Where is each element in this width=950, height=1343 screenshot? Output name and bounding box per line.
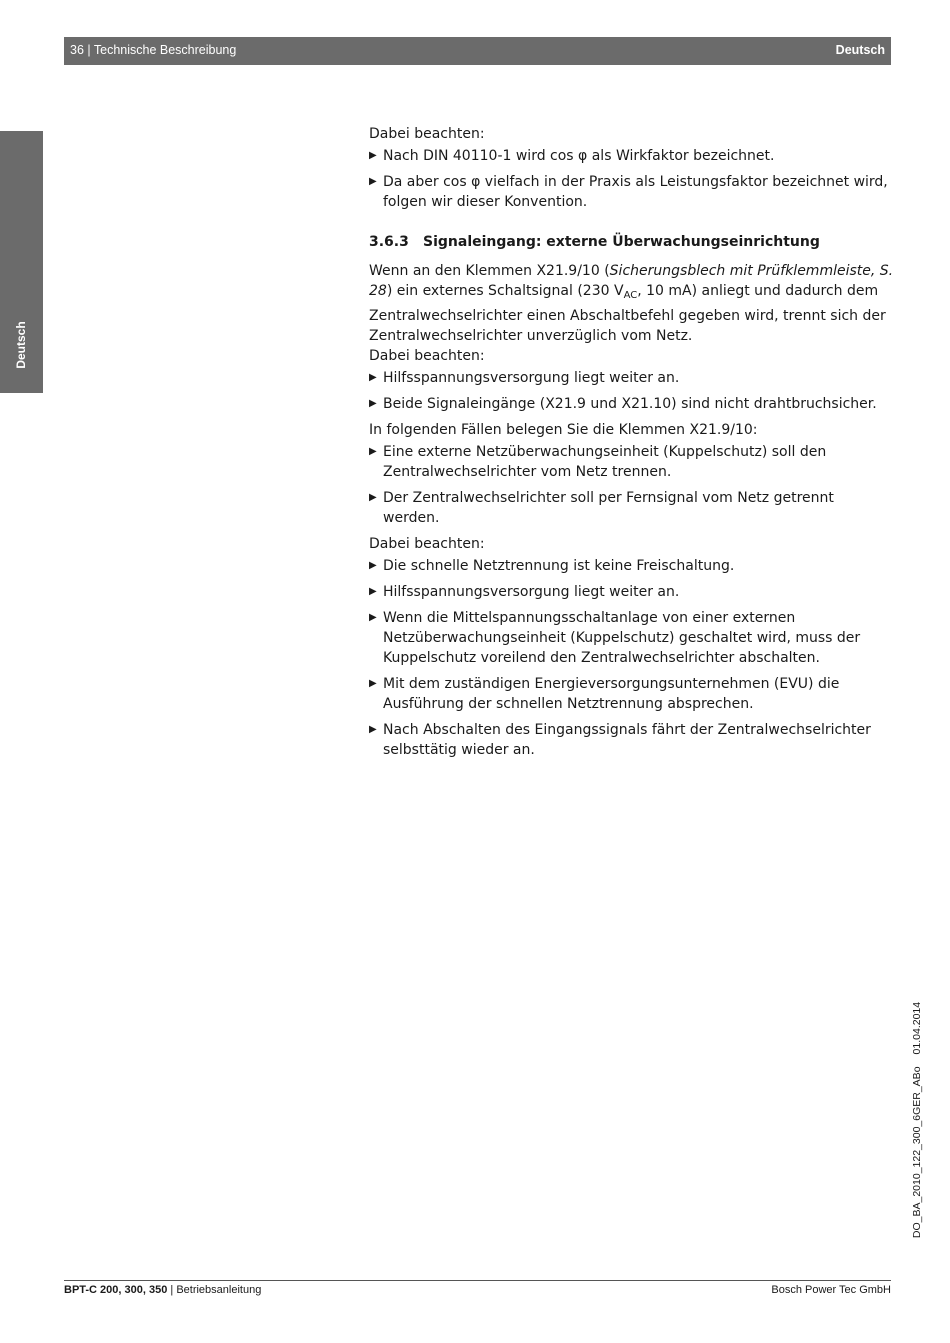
list-item: ▶ Nach Abschalten des Eingangssignals fährt der Zentralwechselrichter selbsttätig wieder an. — [369, 722, 871, 758]
note-label: Dabei beachten: — [369, 126, 485, 142]
bullet-list — [369, 442, 894, 528]
note-label: Dabei beachten: — [369, 348, 485, 364]
product-name: BPT-C 200, 300, 350 — [64, 1284, 168, 1296]
header-page-title: 36 | Technische Beschreibung — [70, 43, 237, 57]
list-item: ▶ Hilfsspannungsversorgung liegt weiter an. — [369, 584, 680, 600]
bullet-arrow-icon: ▶ — [369, 150, 377, 161]
list-item: ▶ Die schnelle Netztrennung ist keine Freischaltung. — [369, 558, 735, 574]
bullet-arrow-icon: ▶ — [369, 560, 377, 571]
list-item: ▶ Wenn die Mittelspannungsschaltanlage von einer externen Netzüberwachungseinheit (Kuppelschutz) geschaltet wird, muss der Kuppelschutz voreilend den Zentralwechselrichter abschalten. — [369, 610, 861, 666]
document-date: 01.04.2014 — [911, 1001, 923, 1055]
document-type: | Betriebsanleitung — [167, 1284, 262, 1296]
bullet-arrow-icon: ▶ — [369, 372, 377, 383]
bullet-arrow-icon: ▶ — [369, 492, 377, 503]
list-item: ▶ Der Zentralwechselrichter soll per Fernsignal vom Netz getrennt werden. — [369, 490, 834, 526]
intro-bullet-list — [369, 146, 894, 212]
list-item: ▶ Mit dem zuständigen Energieversorgungsunternehmen (EVU) die Ausführung der schnellen Netztrennung absprechen. — [369, 676, 840, 712]
list-item: ▶ Hilfsspannungsversorgung liegt weiter an. — [369, 370, 680, 386]
header-language: Deutsch — [835, 43, 885, 57]
bullet-list — [369, 368, 894, 414]
main-content — [369, 124, 894, 766]
document-code: DO_BA_2010_122_300_6GER_ABo — [911, 1066, 923, 1239]
bullet-arrow-icon: ▶ — [369, 678, 377, 689]
note-label: Dabei beachten: — [369, 536, 485, 552]
list-item: ▶ Nach DIN 40110-1 wird cos φ als Wirkfaktor bezeichnet. — [369, 148, 775, 164]
document-id — [911, 1002, 923, 1238]
section-heading — [369, 232, 894, 252]
bullet-list — [369, 556, 894, 760]
bullet-arrow-icon: ▶ — [369, 724, 377, 735]
bullet-arrow-icon: ▶ — [369, 398, 377, 409]
list-item: ▶ Da aber cos φ vielfach in der Praxis als Leistungsfaktor bezeichnet wird, folgen wir dieser Konvention. — [369, 174, 888, 210]
footer-company: Bosch Power Tec GmbH — [771, 1284, 891, 1296]
side-tab-label: Deutsch — [14, 321, 28, 369]
paragraph: Wenn an den Klemmen X21.9/10 (Sicherungsblech mit Prüfklemmleiste, S. 28) ein externes Schaltsignal (230 $V_{AC}$, 10 mA) anliegt und dadurch dem Zentralwechselrichter einen Abschaltbefehl gegeben wird, trennt sich der Zentralwechselrichter unverzüglich vom Netz. — [369, 263, 894, 344]
list-item: ▶ Eine externe Netzüberwachungseinheit (Kuppelschutz) soll den Zentralwechselrichter vom Netz trennen. — [369, 444, 827, 480]
paragraph: In folgenden Fällen belegen Sie die Klemmen X21.9/10: — [369, 422, 758, 438]
section-title: Signaleingang: externe Überwachungseinrichtung — [423, 234, 820, 250]
bullet-arrow-icon: ▶ — [369, 612, 377, 623]
list-item: ▶ Beide Signaleingänge (X21.9 und X21.10) sind nicht drahtbruchsicher. — [369, 396, 877, 412]
page-header — [64, 37, 891, 65]
footer-divider — [64, 1280, 891, 1281]
bullet-arrow-icon: ▶ — [369, 586, 377, 597]
bullet-arrow-icon: ▶ — [369, 176, 377, 187]
footer-product — [64, 1284, 261, 1296]
bullet-arrow-icon: ▶ — [369, 446, 377, 457]
cross-reference: Sicherungsblech mit Prüfklemmleiste, S. 28 — [369, 263, 894, 299]
section-number: 3.6.3 — [369, 234, 409, 250]
subscript: AC — [623, 290, 638, 301]
